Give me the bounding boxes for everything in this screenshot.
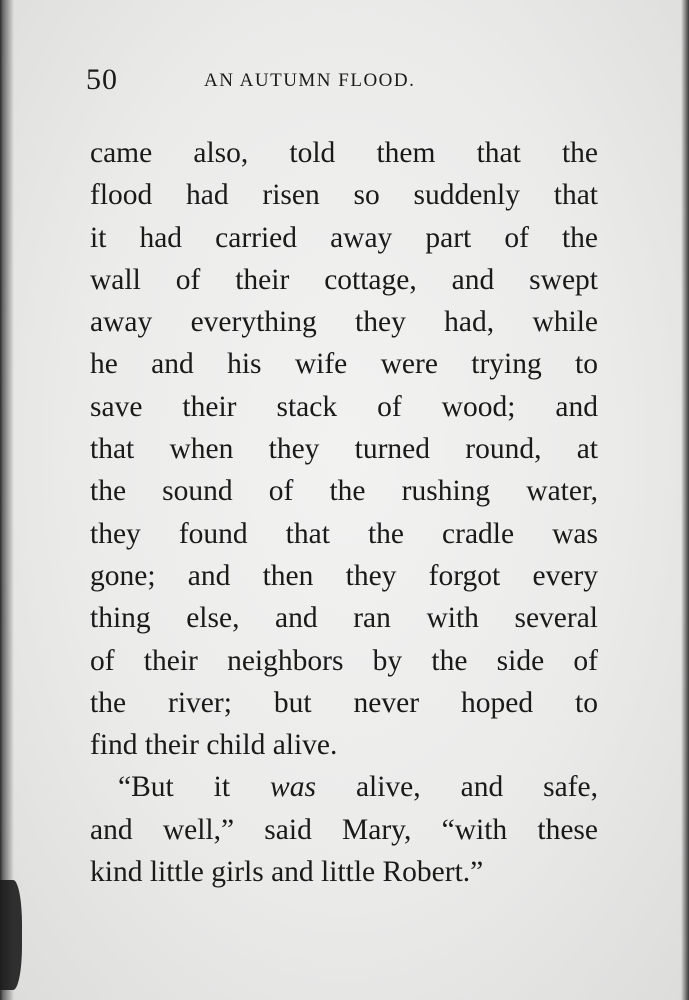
text-line: it had carried away part of the: [90, 221, 598, 254]
paragraph-2-line-1: [90, 766, 598, 808]
text-line: that when they turned round, at: [90, 433, 598, 466]
text-line: he and his wife were trying to: [90, 348, 598, 381]
text-line: the sound of the rushing water,: [90, 475, 598, 508]
quote-text-start: “But it: [118, 771, 231, 804]
text-line: gone; and then they forgot every: [90, 559, 598, 592]
text-line: save their stack of wood; and: [90, 390, 598, 423]
text-line: wall of their cottage, and swept: [90, 263, 598, 296]
text-line: away everything they had, while: [90, 306, 598, 339]
text-line: the river; but never hoped to: [90, 686, 598, 719]
page-number: 50: [86, 63, 118, 96]
emphasized-word: was: [270, 771, 316, 804]
text-line: flood had risen so suddenly that: [90, 179, 598, 212]
quote-text-rest: alive, and safe,: [355, 771, 599, 804]
text-line: of their neighbors by the side of: [90, 644, 598, 677]
page-edge-shadow-right: [681, 0, 689, 1000]
paragraph-2-line-3: kind little girls and little Robert.”: [90, 856, 484, 889]
page-edge-shadow-left: [0, 0, 14, 1000]
body-text: [90, 132, 598, 893]
ink-blot-mark: [0, 880, 22, 990]
running-head: AN AUTUMN FLOOD.: [204, 70, 416, 91]
text-line: thing else, and ran with several: [90, 602, 598, 635]
paragraph-2-line-2: and well,” said Mary, “with these: [90, 813, 598, 846]
page-header: [86, 62, 606, 98]
text-line: they found that the cradle was: [90, 517, 598, 550]
text-line: find their child alive.: [90, 729, 338, 762]
text-line: came also, told them that the: [90, 137, 598, 169]
